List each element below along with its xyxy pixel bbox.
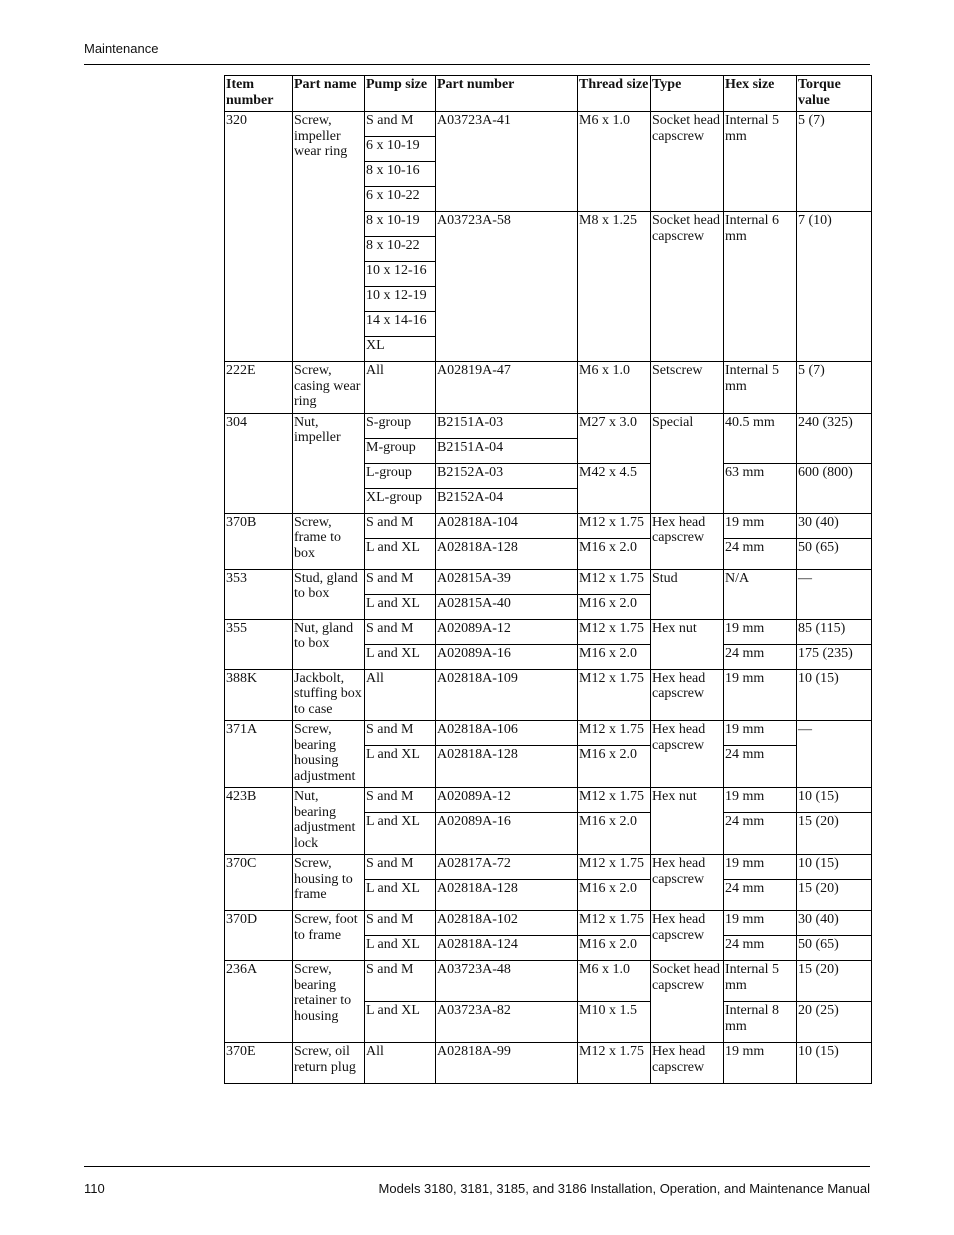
hex-size: 19 mm [724,1043,797,1084]
thread-size: M12 x 1.75 [578,788,651,813]
part-number: A03723A-82 [436,1002,578,1043]
torque-value: 10 (15) [797,669,872,721]
pump-size: L and XL [365,538,436,569]
thread-size: M16 x 2.0 [578,880,651,911]
hex-size: 24 mm [724,538,797,569]
table-row [225,669,872,721]
hex-size: 19 mm [724,788,797,813]
thread-size: M16 x 2.0 [578,538,651,569]
part-name: Stud, gland to box [293,569,365,619]
part-number: A02818A-128 [436,880,578,911]
torque-value: — [797,569,872,619]
part-name: Screw, housing to frame [293,855,365,911]
table-row [225,1043,872,1084]
fastener-type: Special [651,413,724,513]
hex-size: 24 mm [724,880,797,911]
item-number: 388K [225,669,293,721]
hex-size: Internal 6 mm [724,212,797,362]
table-row [225,855,872,880]
part-number: A02089A-16 [436,644,578,669]
part-number: A02815A-40 [436,594,578,619]
pump-size: S and M [365,619,436,644]
pump-size: L and XL [365,880,436,911]
footer-rule [84,1166,870,1167]
torque-value: 20 (25) [797,1002,872,1043]
hex-size: 24 mm [724,746,797,788]
hex-size: 40.5 mm [724,413,797,463]
pump-size: L and XL [365,746,436,788]
item-number: 423B [225,788,293,855]
part-number: A02819A-47 [436,362,578,414]
column-header: Part name [293,76,365,112]
pump-size: 8 x 10-22 [365,237,436,262]
item-number: 304 [225,413,293,513]
pump-size: L-group [365,463,436,488]
thread-size: M12 x 1.75 [578,569,651,594]
part-number: A02815A-39 [436,569,578,594]
item-number: 371A [225,721,293,788]
thread-size: M6 x 1.0 [578,362,651,414]
column-header: Item number [225,76,293,112]
hex-size: 24 mm [724,644,797,669]
part-number: A02818A-106 [436,721,578,746]
pump-size: L and XL [365,936,436,961]
part-number: A03723A-58 [436,212,578,362]
item-number: 370B [225,513,293,569]
thread-size: M12 x 1.75 [578,669,651,721]
table-header-row [225,76,872,112]
pump-size: S and M [365,721,436,746]
part-number: A02817A-72 [436,855,578,880]
fastener-type: Hex head capscrew [651,669,724,721]
part-number: A02818A-128 [436,538,578,569]
torque-value: — [797,721,872,788]
fastener-type: Hex nut [651,619,724,669]
fastener-type: Socket head capscrew [651,961,724,1043]
part-number: B2152A-04 [436,488,578,513]
thread-size: M8 x 1.25 [578,212,651,362]
thread-size: M16 x 2.0 [578,644,651,669]
table-row [225,961,872,1002]
pump-size: S and M [365,911,436,936]
hex-size: Internal 8 mm [724,1002,797,1043]
hex-size: 24 mm [724,936,797,961]
thread-size: M6 x 1.0 [578,112,651,212]
torque-value: 5 (7) [797,112,872,212]
part-name: Screw, foot to frame [293,911,365,961]
item-number: 236A [225,961,293,1043]
item-number: 353 [225,569,293,619]
torque-value: 50 (65) [797,936,872,961]
thread-size: M12 x 1.75 [578,1043,651,1084]
fastener-type: Hex head capscrew [651,911,724,961]
column-header: Hex size [724,76,797,112]
pump-size: XL [365,337,436,362]
part-name: Jackbolt, stuffing box to case [293,669,365,721]
pump-size: All [365,362,436,414]
pump-size: All [365,1043,436,1084]
section-label: Maintenance [84,41,159,56]
fastener-type: Hex head capscrew [651,513,724,569]
pump-size: S-group [365,413,436,438]
pump-size: S and M [365,513,436,538]
parts-torque-table [224,75,872,1084]
torque-value: 175 (235) [797,644,872,669]
thread-size: M10 x 1.5 [578,1002,651,1043]
part-number: A02089A-12 [436,619,578,644]
part-name: Nut, bearing adjustment lock [293,788,365,855]
torque-value: 30 (40) [797,911,872,936]
torque-value: 600 (800) [797,463,872,513]
part-name: Screw, oil return plug [293,1043,365,1084]
item-number: 222E [225,362,293,414]
table-row [225,721,872,746]
hex-size: 19 mm [724,513,797,538]
table-row [225,911,872,936]
pump-size: 6 x 10-22 [365,187,436,212]
hex-size: 19 mm [724,721,797,746]
torque-value: 85 (115) [797,619,872,644]
fastener-type: Hex head capscrew [651,1043,724,1084]
table-row [225,788,872,813]
thread-size: M27 x 3.0 [578,413,651,463]
torque-value: 5 (7) [797,362,872,414]
part-name: Screw, impeller wear ring [293,112,365,362]
pump-size: XL-group [365,488,436,513]
torque-value: 15 (20) [797,880,872,911]
column-header: Part number [436,76,578,112]
fastener-type: Socket head capscrew [651,112,724,212]
pump-size: All [365,669,436,721]
hex-size: 19 mm [724,619,797,644]
pump-size: 6 x 10-19 [365,137,436,162]
thread-size: M16 x 2.0 [578,746,651,788]
part-number: A02818A-99 [436,1043,578,1084]
thread-size: M16 x 2.0 [578,936,651,961]
thread-size: M12 x 1.75 [578,855,651,880]
torque-value: 15 (20) [797,813,872,855]
table-row [225,569,872,594]
fastener-type: Hex nut [651,788,724,855]
fastener-type: Socket head capscrew [651,212,724,362]
torque-value: 50 (65) [797,538,872,569]
part-number: A02089A-12 [436,788,578,813]
item-number: 355 [225,619,293,669]
pump-size: S and M [365,112,436,137]
part-number: A02818A-104 [436,513,578,538]
pump-size: 8 x 10-19 [365,212,436,237]
item-number: 370D [225,911,293,961]
hex-size: 24 mm [724,813,797,855]
fastener-type: Hex head capscrew [651,721,724,788]
part-name: Screw, bearing housing adjustment [293,721,365,788]
torque-value: 240 (325) [797,413,872,463]
pump-size: L and XL [365,594,436,619]
column-header: Thread size [578,76,651,112]
hex-size: Internal 5 mm [724,961,797,1002]
pump-size: S and M [365,788,436,813]
torque-value: 30 (40) [797,513,872,538]
pump-size: L and XL [365,813,436,855]
pump-size: L and XL [365,644,436,669]
pump-size: S and M [365,569,436,594]
part-number: B2151A-03 [436,413,578,438]
pump-size: 10 x 12-19 [365,287,436,312]
pump-size: 8 x 10-16 [365,162,436,187]
thread-size: M12 x 1.75 [578,513,651,538]
part-name: Nut, impeller [293,413,365,513]
pump-size: S and M [365,855,436,880]
item-number: 370C [225,855,293,911]
item-number: 370E [225,1043,293,1084]
column-header: Pump size [365,76,436,112]
thread-size: M16 x 2.0 [578,813,651,855]
part-number: B2152A-03 [436,463,578,488]
hex-size: 19 mm [724,669,797,721]
thread-size: M42 x 4.5 [578,463,651,513]
table-row [225,413,872,438]
torque-value: 7 (10) [797,212,872,362]
part-number: A02818A-128 [436,746,578,788]
torque-value: 10 (15) [797,788,872,813]
torque-value: 10 (15) [797,1043,872,1084]
thread-size: M16 x 2.0 [578,594,651,619]
page-number: 110 [84,1181,105,1196]
part-number: A03723A-48 [436,961,578,1002]
part-number: A02818A-124 [436,936,578,961]
part-number: A02818A-102 [436,911,578,936]
column-header: Torque value [797,76,872,112]
thread-size: M12 x 1.75 [578,619,651,644]
footer-title: Models 3180, 3181, 3185, and 3186 Installation, Operation, and Maintenance Manual [378,1181,870,1196]
table-row [225,112,872,137]
pump-size: 14 x 14-16 [365,312,436,337]
torque-value: 10 (15) [797,855,872,880]
fastener-type: Setscrew [651,362,724,414]
fastener-type: Hex head capscrew [651,855,724,911]
part-number: B2151A-04 [436,438,578,463]
hex-size: N/A [724,569,797,619]
pump-size: S and M [365,961,436,1002]
part-number: A02089A-16 [436,813,578,855]
table-row [225,362,872,414]
table-row [225,513,872,538]
part-name: Screw, bearing retainer to housing [293,961,365,1043]
hex-size: Internal 5 mm [724,112,797,212]
header-rule [84,64,870,65]
part-name: Screw, frame to box [293,513,365,569]
hex-size: 63 mm [724,463,797,513]
pump-size: L and XL [365,1002,436,1043]
hex-size: 19 mm [724,855,797,880]
item-number: 320 [225,112,293,362]
hex-size: Internal 5 mm [724,362,797,414]
pump-size: 10 x 12-16 [365,262,436,287]
fastener-type: Stud [651,569,724,619]
part-name: Screw, casing wear ring [293,362,365,414]
hex-size: 19 mm [724,911,797,936]
part-name: Nut, gland to box [293,619,365,669]
thread-size: M6 x 1.0 [578,961,651,1002]
part-number: A02818A-109 [436,669,578,721]
part-number: A03723A-41 [436,112,578,212]
thread-size: M12 x 1.75 [578,721,651,746]
pump-size: M-group [365,438,436,463]
table-row [225,619,872,644]
thread-size: M12 x 1.75 [578,911,651,936]
torque-value: 15 (20) [797,961,872,1002]
column-header: Type [651,76,724,112]
